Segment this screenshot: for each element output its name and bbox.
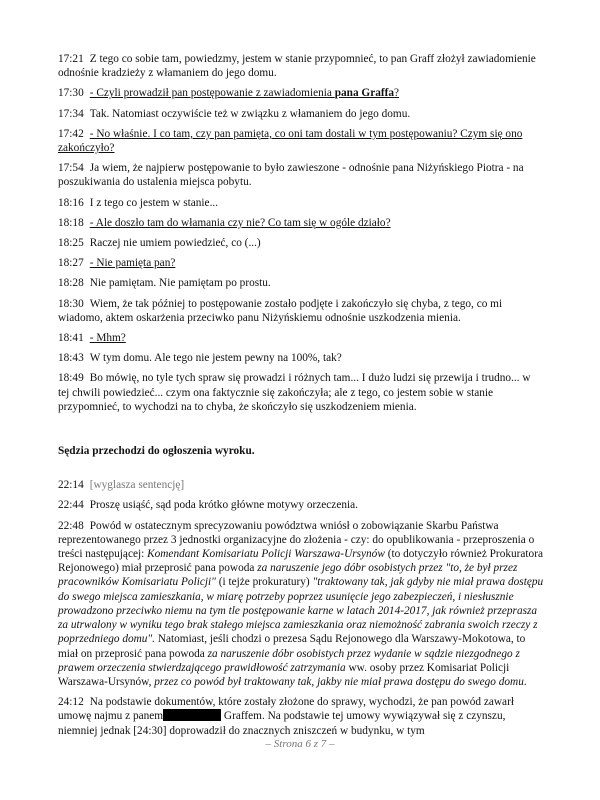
timestamp: 22:14 <box>58 479 84 492</box>
question-text: - Mhm? <box>89 332 126 345</box>
verdict-italic: "traktowany tak, jak gdyby nie miał prawa dostępu do swego miejsca zamieszkania, w miarę potrzeby poprzez usunięcie jego zabezpieczeń, i niesłusznie prowadzono przeciwko niemu na tym tle postępowanie karne w latach 2014-2017, jak również przeprasza za utrwalony w wyniku tego brak stałego miejsca zamieszkania oraz niemożność zabrania swoich rzeczy z poprzedniego domu". <box>58 576 544 646</box>
name-bold: pana Graffa <box>334 87 395 100</box>
spacer <box>58 420 544 440</box>
transcript-entry <box>58 216 544 230</box>
question-text: - Nie pamięta pan? <box>89 257 176 270</box>
question-text: - Ale doszło tam do włamania czy nie? Co tam się w ogóle działo? <box>89 216 391 229</box>
verdict-text: Na podstawie dokumentów, które zostały złożone do sprawy, wychodzi, że pan powód zawarł umowę najmu z panem <box>58 696 514 723</box>
verdict-italic: przez co powód był traktowany tak, jakby nie miał prawa dostępu do swego domu <box>154 675 524 688</box>
answer-text: Tak. Natomiast oczywiście też w związku z włamaniem do jego domu. <box>89 107 411 120</box>
question-text: - Czyli prowadził pan postępowanie z zawiadomienia pana Graffa? <box>89 87 400 100</box>
stage-direction: [wyglasza sentencję] <box>89 479 185 492</box>
answer-text: W tym domu. Ale tego nie jestem pewny na 100%, tak? <box>89 352 342 365</box>
transcript-entry <box>58 236 544 250</box>
verdict-italic: Komendant Komisariatu Policji Warszawa-Ursynów <box>147 548 385 561</box>
timestamp: 17:42 <box>58 127 84 140</box>
transcript-entry <box>58 331 544 345</box>
answer-text: Raczej nie umiem powiedzieć, co (...) <box>89 237 261 250</box>
transcript-entry <box>58 371 544 414</box>
timestamp: 18:28 <box>58 277 84 290</box>
transcript-entry <box>58 351 544 365</box>
section-heading: Sędzia przechodzi do ogłoszenia wyroku. <box>58 445 255 458</box>
answer-text: Nie pamiętam. Nie pamiętam po prostu. <box>89 277 271 290</box>
timestamp: 18:27 <box>58 257 84 270</box>
page-footer: – Strona 6 z 7 – <box>265 738 335 750</box>
timestamp: 18:18 <box>58 216 84 229</box>
timestamp: 18:43 <box>58 352 84 365</box>
verdict-text: . <box>523 675 527 688</box>
transcript-entry <box>58 161 544 189</box>
timestamp: 22:48 <box>58 519 84 532</box>
timestamp: 18:49 <box>58 372 84 385</box>
verdict-italic: za naruszenie dóbr osobistych przez wydanie w sądzie niezgodnego z prawem orzeczenia stwierdzającego prawidłowość zatrzymania <box>58 647 520 674</box>
verdict-italic: za naruszenie jego dóbr osobistych przez "to, że był przez pracowników Komisariatu Policji" <box>58 562 518 589</box>
timestamp: 24:12 <box>58 696 84 709</box>
transcript-page <box>58 52 544 744</box>
transcript-entry <box>58 695 544 738</box>
spacer <box>58 458 544 478</box>
transcript-entry <box>58 478 544 492</box>
timestamp: 17:21 <box>58 53 84 65</box>
verdict-text: Natomiast, jeśli chodzi o prezesa Sądu Rejonowego dla Warszawy-Mokotowa, to miał on przeprosić pana powoda <box>58 633 526 660</box>
transcript-entry <box>58 86 544 100</box>
transcript-entry <box>58 196 544 210</box>
transcript-entry <box>58 107 544 121</box>
answer-text: I z tego co jestem w stanie... <box>89 196 219 209</box>
answer-text: Bo mówię, no tyle tych spraw się prowadzi i różnych tam... I dużo ludzi się przewija i trudno... w tej chwili powiedzieć... czym ona faktycznie się zakończyła; ale z tego, co jestem sobie w stanie przypomnieć, to wychodzi na to chyba, że skończyło się uszkodzeniem mienia. <box>58 372 531 413</box>
timestamp: 17:30 <box>58 87 84 100</box>
timestamp: 17:54 <box>58 162 84 175</box>
answer-text: Ja wiem, że najpierw postępowanie to było zawieszone - odnośnie pana Niżyńskiego Piotra - na poszukiwania do ustalenia miejsca pobytu. <box>58 162 524 189</box>
timestamp: 18:16 <box>58 196 84 209</box>
redaction-bar <box>163 709 221 721</box>
transcript-entry <box>58 127 544 155</box>
transcript-entry <box>58 52 544 80</box>
transcript-entry <box>58 297 544 325</box>
verdict-text: Powód w ostatecznym sprecyzowaniu powództwa wniósł o zobowiązanie Skarbu Państwa reprezentowanego przez 3 jednostki organizacyjne do złożenia - czy: do opublikowania - przeproszenia o treści następującej: <box>58 519 535 561</box>
verdict-text: (i tejże prokuratury) <box>215 576 313 589</box>
answer-text: Z tego co sobie tam, powiedzmy, jestem w stanie przypomnieć, to pan Graff złożył zawiadomienie odnośnie kradzieży z włamaniem do jego domu. <box>58 53 536 80</box>
transcript-entry <box>58 498 544 512</box>
verdict-text: (to dotyczyło również Prokuratora Rejonowego) miał przeprosić pana powoda <box>58 548 543 575</box>
transcript-entry <box>58 256 544 270</box>
question-text: - No właśnie. I co tam, czy pan pamięta, co oni tam dostali w tym postępowaniu? Czym się ono zakończyło? <box>58 127 523 155</box>
timestamp: 17:34 <box>58 107 84 120</box>
verdict-text: Graffem. Na podstawie tej umowy wywiązywał się z czynszu, niemniej jednak [24:30] doprowadził do znacznych zniszczeń w budynku, w tym <box>58 710 506 737</box>
timestamp: 18:25 <box>58 237 84 250</box>
answer-text: Proszę usiąść, sąd poda krótko główne motywy orzeczenia. <box>89 499 358 512</box>
timestamp: 18:30 <box>58 297 84 310</box>
transcript-entry <box>58 276 544 290</box>
transcript-entry <box>58 519 544 689</box>
verdict-text: ww. osoby przez Komisariat Policji Warszawa-Ursynów, <box>58 661 510 688</box>
timestamp: 22:44 <box>58 499 84 512</box>
answer-text: Wiem, że tak później to postępowanie zostało podjęte i zakończyło się chyba, z tego, co mi wiadomo, aktem oskarżenia przeciwko panu Niżyńskiemu odnośnie uszkodzenia mienia. <box>58 297 503 324</box>
timestamp: 18:41 <box>58 332 84 345</box>
